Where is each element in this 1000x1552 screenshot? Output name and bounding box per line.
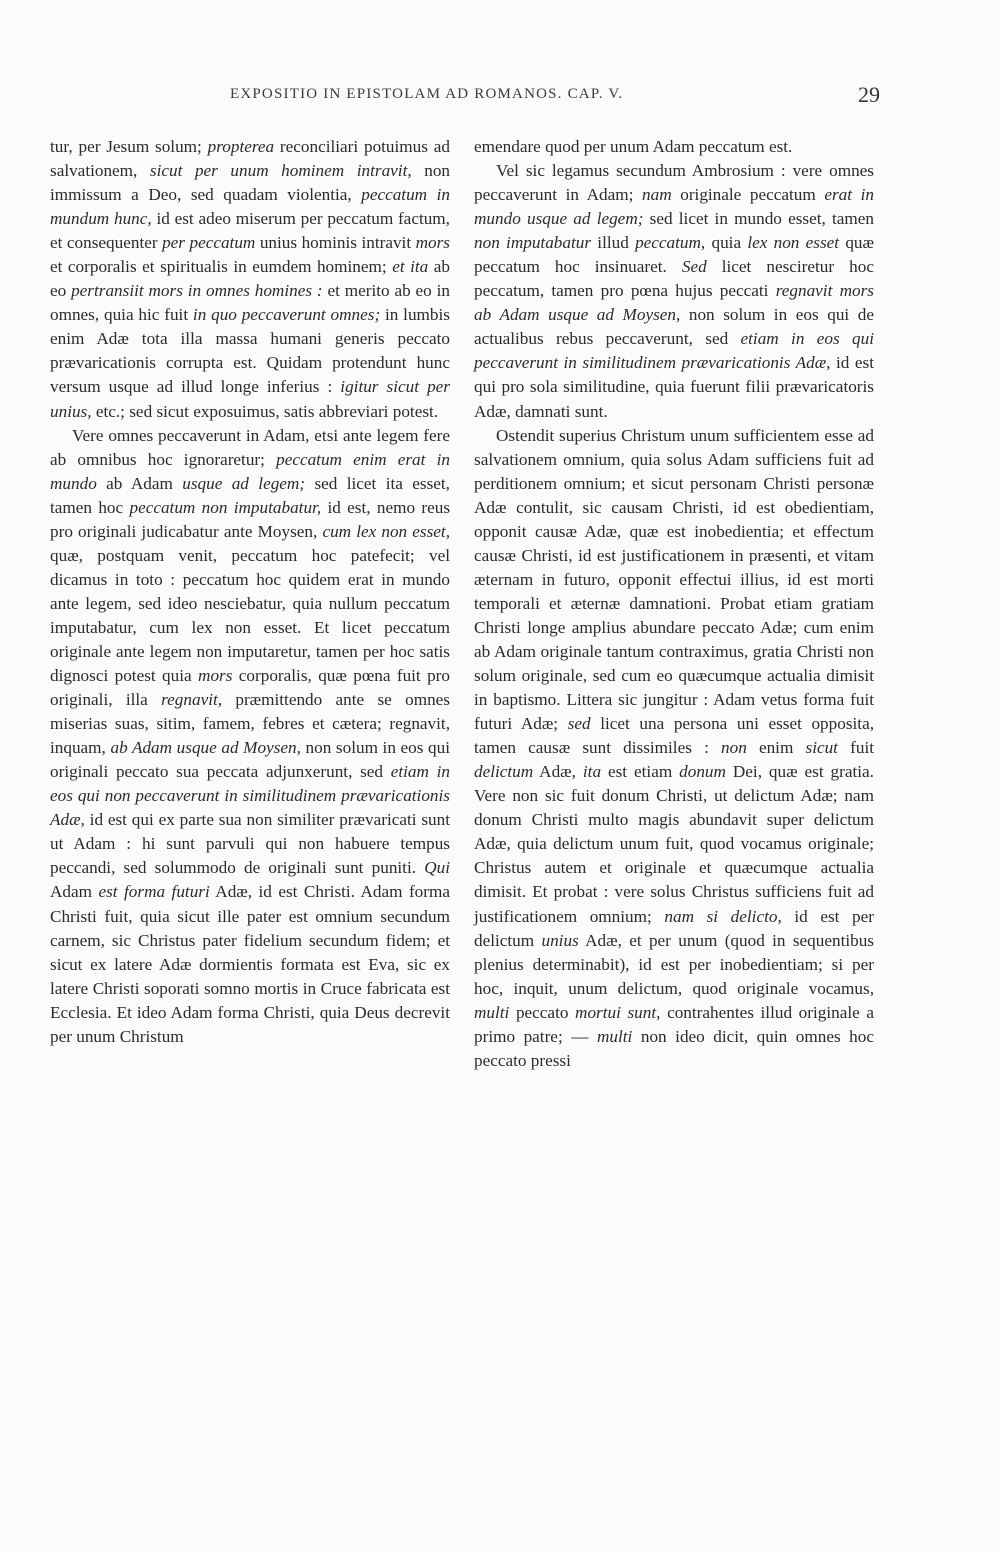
italic-text-segment: cum lex non esset, [322, 521, 450, 541]
italic-text-segment: sed [567, 714, 591, 734]
italic-text-segment: usque ad legem; [182, 473, 306, 493]
text-segment: Adæ, id est Christi. Adam forma Christi fuit, quia sicut ille pater est omnium secundum carnem, sic Christus pater fidelium secundum fidem; et sicut ex latere Adæ dormientis formata est Eva, sic ex latere Christi soporati somno mortis in Cruce fabricata est Ecclesia. Et ideo Adam forma Christi, quia Deus decrevit per unum Christum [50, 882, 451, 1046]
text-segment: est etiam [601, 762, 680, 782]
paragraph [50, 135, 450, 424]
text-segment: ab Adam [96, 473, 183, 493]
italic-text-segment: peccatum, [635, 233, 706, 253]
italic-text-segment: regnavit mors ab Adam usque ad Moysen, [474, 281, 874, 325]
italic-text-segment: multi [596, 1026, 633, 1046]
text-segment: unius hominis intravit [255, 233, 416, 253]
paragraph [474, 159, 874, 424]
text-segment: reconciliari potuimus ad salvationem, [50, 137, 450, 181]
page-number: 29 [858, 82, 880, 107]
italic-text-segment: Sed [681, 257, 707, 277]
italic-text-segment: pertransiit mors in omnes homines : [71, 281, 323, 301]
text-segment: Ostendit superius Christum unum sufficientem esse ad salvationem omnium, quia solus Adam sufficiens fuit ad perditionem omnium; et sicut personam Christi personæ Adæ contulit, sic causam Christi, id est obedientiam, opponit causæ Adæ, quæ est inobedientia; et effectum causæ Christi, id est justificationem in præsenti, et vitam æternam in futuro, opponit effectui illius, id est morti temporali et æternæ damnationi. Probat etiam gratiam Christi longe amplius abundare peccato Adæ; cum enim ab Adam originale tantum contraximus, gratia Christi non solum originale, sed cum eo quæcumque actualia dimisit in baptismo. Littera sic jungitur : Adam vetus forma fuit futuri Adæ; [474, 425, 874, 734]
italic-text-segment: mortui sunt, [575, 1002, 661, 1022]
text-segment: peccato [509, 1002, 576, 1022]
text-segment: sed licet in mundo esset, tamen [643, 209, 874, 229]
text-segment: id est qui pro sola similitudine, quia fuerunt filii prævaricatoris Adæ, damnati sunt. [474, 353, 874, 421]
text-segment: Vel sic legamus secundum Ambrosium : vere omnes peccaverunt in Adam; [474, 161, 874, 205]
text-segment: et merito ab eo in omnes, quia hic fuit [50, 281, 450, 325]
text-segment: illud [591, 233, 636, 253]
italic-text-segment: etiam in eos qui peccaverunt in similitudinem prævaricationis Adæ, [474, 329, 874, 373]
italic-text-segment: donum [679, 762, 726, 782]
italic-text-segment: unius [541, 930, 579, 950]
italic-text-segment: regnavit, [161, 690, 223, 710]
italic-text-segment: peccatum in mundum hunc, [50, 185, 450, 229]
italic-text-segment: lex non esset [747, 233, 840, 253]
text-segment: et corporalis et spiritualis in eumdem hominem; [50, 257, 393, 277]
paragraph [474, 135, 874, 159]
italic-text-segment: erat in mundo usque ad legem; [474, 185, 875, 229]
italic-text-segment: nam [642, 185, 672, 205]
text-segment: enim [746, 738, 806, 758]
text-segment: Adæ, et per unum (quod in sequentibus plenius determinabit), id est per inobedientiam; si per hoc, inquit, unum delictum, quod originale vocamus, [474, 930, 874, 998]
text-segment: quæ peccatum hoc insinuaret. [474, 233, 874, 277]
text-segment: quæ, postquam venit, peccatum hoc patefecit; vel dicamus in toto : peccatum hoc quidem erat in mundo ante legem, sed ideo nesciebatur, quia nullum peccatum imputabatur, cum lex non esset. Et licet peccatum originale ante legem non imputaretur, tamen per hoc satis dignosci potest quia [50, 545, 450, 686]
text-segment: id est per delictum [474, 906, 874, 950]
italic-text-segment: non [721, 738, 747, 758]
italic-text-segment: igitur sicut per unius, [50, 377, 450, 421]
text-segment: non solum in eos qui originali peccato sua peccata adjunxerunt, sed [50, 738, 451, 782]
text-segment: id est adeo miserum per peccatum factum, et consequenter [50, 209, 450, 253]
italic-text-segment: etiam in eos qui non peccaverunt in similitudinem prævaricationis Adæ, [50, 762, 451, 830]
italic-text-segment: per peccatum [162, 233, 256, 253]
italic-text-segment: et ita [392, 257, 429, 277]
text-column-right [474, 135, 874, 1073]
text-segment: non immissum a Deo, sed quadam violentia, [50, 161, 450, 205]
text-segment: non ideo dicit, quin omnes hoc peccato pressi [474, 1026, 875, 1070]
italic-text-segment: in quo peccaverunt omnes; [192, 305, 381, 325]
italic-text-segment: peccatum non imputabatur, [129, 497, 322, 517]
italic-text-segment: multi [474, 1002, 510, 1022]
italic-text-segment: sicut per unum hominem intravit, [149, 161, 412, 181]
italic-text-segment: Qui [424, 858, 450, 878]
text-segment: contrahentes illud originale a primo patre; — [474, 1002, 874, 1046]
text-segment: originale peccatum [671, 185, 825, 205]
italic-text-segment: mors [198, 666, 233, 686]
text-segment: sed licet ita esset, tamen hoc [50, 473, 450, 517]
text-segment: emendare quod per unum Adam peccatum est. [474, 137, 793, 156]
text-segment: tur, per Jesum solum; [50, 137, 208, 156]
page-header [50, 82, 880, 110]
italic-text-segment: delictum [474, 762, 534, 782]
text-segment: præmittendo ante se omnes miserias suas, sitim, famem, febres et cætera; regnavit, inquam, [50, 690, 450, 758]
text-segment: Adæ, [533, 762, 583, 782]
text-segment: id est qui ex parte sua non similiter prævaricati sunt ut Adam : hi sunt parvuli qui non habuere tempus peccandi, sed solummodo de originali sunt puniti. [50, 810, 450, 878]
text-segment: etc.; sed sicut exposuimus, satis abbreviari potest. [91, 401, 439, 421]
text-segment: Adam [50, 882, 99, 902]
italic-text-segment: mors [415, 233, 450, 253]
text-segment: corporalis, quæ pœna fuit pro originali, illa [50, 666, 450, 710]
italic-text-segment: ita [582, 762, 602, 782]
text-segment: fuit [837, 738, 875, 758]
text-segment: quia [705, 233, 748, 253]
paragraph [50, 424, 450, 1049]
italic-text-segment: propterea [207, 137, 275, 156]
text-segment: non solum in eos qui de actualibus rebus peccaverunt, sed [474, 305, 874, 349]
italic-text-segment: est forma futuri [98, 882, 210, 902]
text-segment: id est, nemo reus pro originali judicabatur ante Moysen, [50, 497, 451, 541]
text-segment: Vere omnes peccaverunt in Adam, etsi ante legem fere ab omnibus hoc ignoraretur; [50, 425, 450, 469]
italic-text-segment: peccatum enim erat in mundo [50, 449, 450, 493]
running-title: EXPOSITIO IN EPISTOLAM AD ROMANOS. CAP. V. [230, 86, 624, 102]
paragraph [474, 424, 874, 1073]
text-segment: ab eo [50, 257, 450, 301]
italic-text-segment: nam si delicto, [664, 906, 782, 926]
italic-text-segment: non imputabatur [474, 233, 592, 253]
italic-text-segment: sicut [805, 738, 838, 758]
text-segment: in lumbis enim Adæ tota illa massa humani generis peccato prævaricationis corrupta est. Quidam protendunt hunc versum usque ad illud longe inferius : [50, 305, 450, 397]
text-segment: Dei, quæ est gratia. Vere non sic fuit donum Christi, ut delictum Adæ; nam donum Christi multo magis abundavit super delictum Adæ, quia delictum unum fuit, quod vocamus originale; Christus autem et originale et quæcumque actualia dimisit. Et probat : vere solus Christus sufficiens fuit ad justificationem omnium; [474, 762, 874, 926]
text-segment: licet nesciretur hoc peccatum, tamen pro pœna hujus peccati [474, 257, 874, 301]
text-segment: licet una persona uni esset opposita, tamen causæ sunt dissimiles : [474, 714, 875, 758]
italic-text-segment: ab Adam usque ad Moysen, [110, 738, 301, 758]
text-column-left [50, 135, 450, 1049]
